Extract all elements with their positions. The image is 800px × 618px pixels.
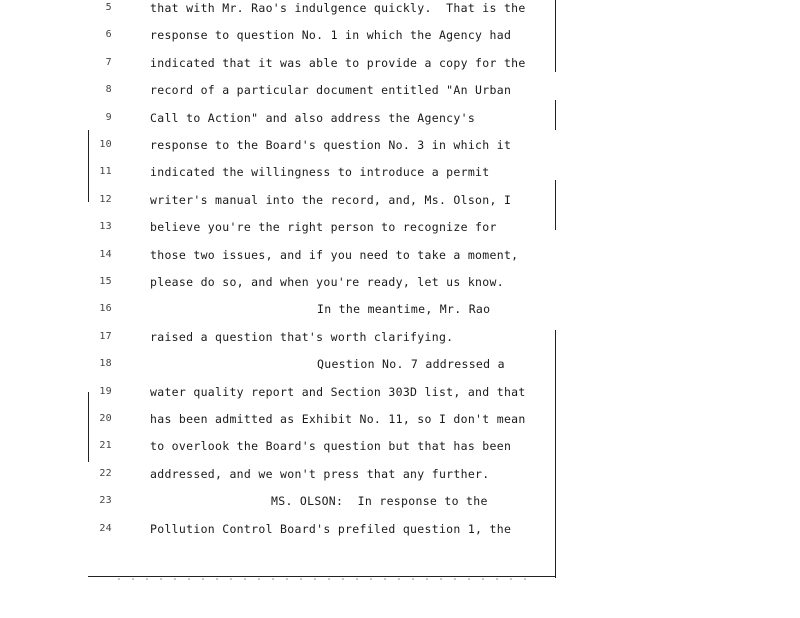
transcript-line: [0, 217, 560, 237]
line-number: 5: [105, 2, 112, 13]
transcript-line: [0, 53, 560, 73]
transcript-line: [0, 382, 560, 402]
line-number: 24: [99, 522, 112, 534]
line-text: indicated that it was able to provide a copy for the: [150, 55, 526, 70]
line-text: record of a particular document entitled "An Urban: [150, 83, 512, 98]
transcript-line: [0, 464, 560, 484]
line-number: 16: [99, 303, 112, 315]
line-text: response to the Board's question No. 3 in which it: [150, 138, 512, 152]
transcript-line: [0, 190, 560, 210]
line-text: to overlook the Board's question but that has been: [150, 439, 512, 454]
line-number: 9: [105, 111, 112, 123]
transcript-line: [0, 491, 560, 511]
transcript-line: [0, 0, 560, 18]
line-text: those two issues, and if you need to take a moment,: [150, 247, 519, 262]
line-number: 6: [105, 29, 112, 41]
line-text: Call to Action" and also address the Agency's: [150, 110, 476, 125]
line-number: 7: [105, 56, 112, 68]
line-number: 22: [99, 467, 112, 479]
transcript-line: [0, 245, 560, 265]
line-text: MS. OLSON: In response to the: [271, 494, 488, 509]
line-text: writer's manual into the record, and, Ms. Olson, I: [150, 192, 512, 207]
transcript-line: [0, 436, 560, 456]
transcript-line: [0, 162, 560, 182]
transcript-line: [0, 135, 560, 155]
line-number: 21: [99, 440, 112, 452]
line-text: water quality report and Section 303D list, and that: [150, 384, 526, 399]
line-number: 12: [99, 193, 112, 205]
line-number: 14: [99, 248, 112, 260]
transcript-line: [0, 519, 560, 539]
line-number: 18: [99, 358, 112, 370]
line-number: 23: [99, 495, 112, 507]
line-text: raised a question that's worth clarifying.: [150, 329, 454, 344]
line-text: believe you're the right person to recognize for: [150, 220, 497, 235]
line-text: indicated the willingness to introduce a permit: [150, 165, 490, 180]
transcript-line: [0, 327, 560, 347]
line-number: 17: [99, 330, 112, 342]
transcript-line: [0, 409, 560, 429]
line-number: 20: [99, 413, 112, 424]
line-number: 10: [99, 139, 112, 150]
transcript-line: [0, 25, 560, 45]
line-number: 15: [99, 276, 112, 287]
line-number: 13: [99, 221, 112, 233]
line-number: 19: [99, 385, 112, 397]
line-text: response to question No. 1 in which the Agency had: [150, 28, 512, 43]
transcript-line: [0, 272, 560, 292]
line-text: please do so, and when you're ready, let us know.: [150, 275, 504, 289]
bottom-margin-rule: [88, 576, 556, 577]
line-text: Question No. 7 addressed a: [317, 357, 505, 372]
transcript-line: [0, 108, 560, 128]
line-text: that with Mr. Rao's indulgence quickly. That is the: [150, 1, 526, 15]
transcript-line: [0, 299, 560, 319]
transcript-line: [0, 354, 560, 374]
line-text: In the meantime, Mr. Rao: [317, 302, 491, 317]
line-text: has been admitted as Exhibit No. 11, so I don't mean: [150, 412, 526, 426]
line-text: addressed, and we won't press that any further.: [150, 466, 490, 481]
line-number: 8: [105, 84, 112, 96]
transcript-line: [0, 80, 560, 100]
line-text: Pollution Control Board's prefiled question 1, the: [150, 521, 512, 536]
scan-artifact: [118, 578, 538, 580]
line-number: 11: [99, 166, 112, 178]
